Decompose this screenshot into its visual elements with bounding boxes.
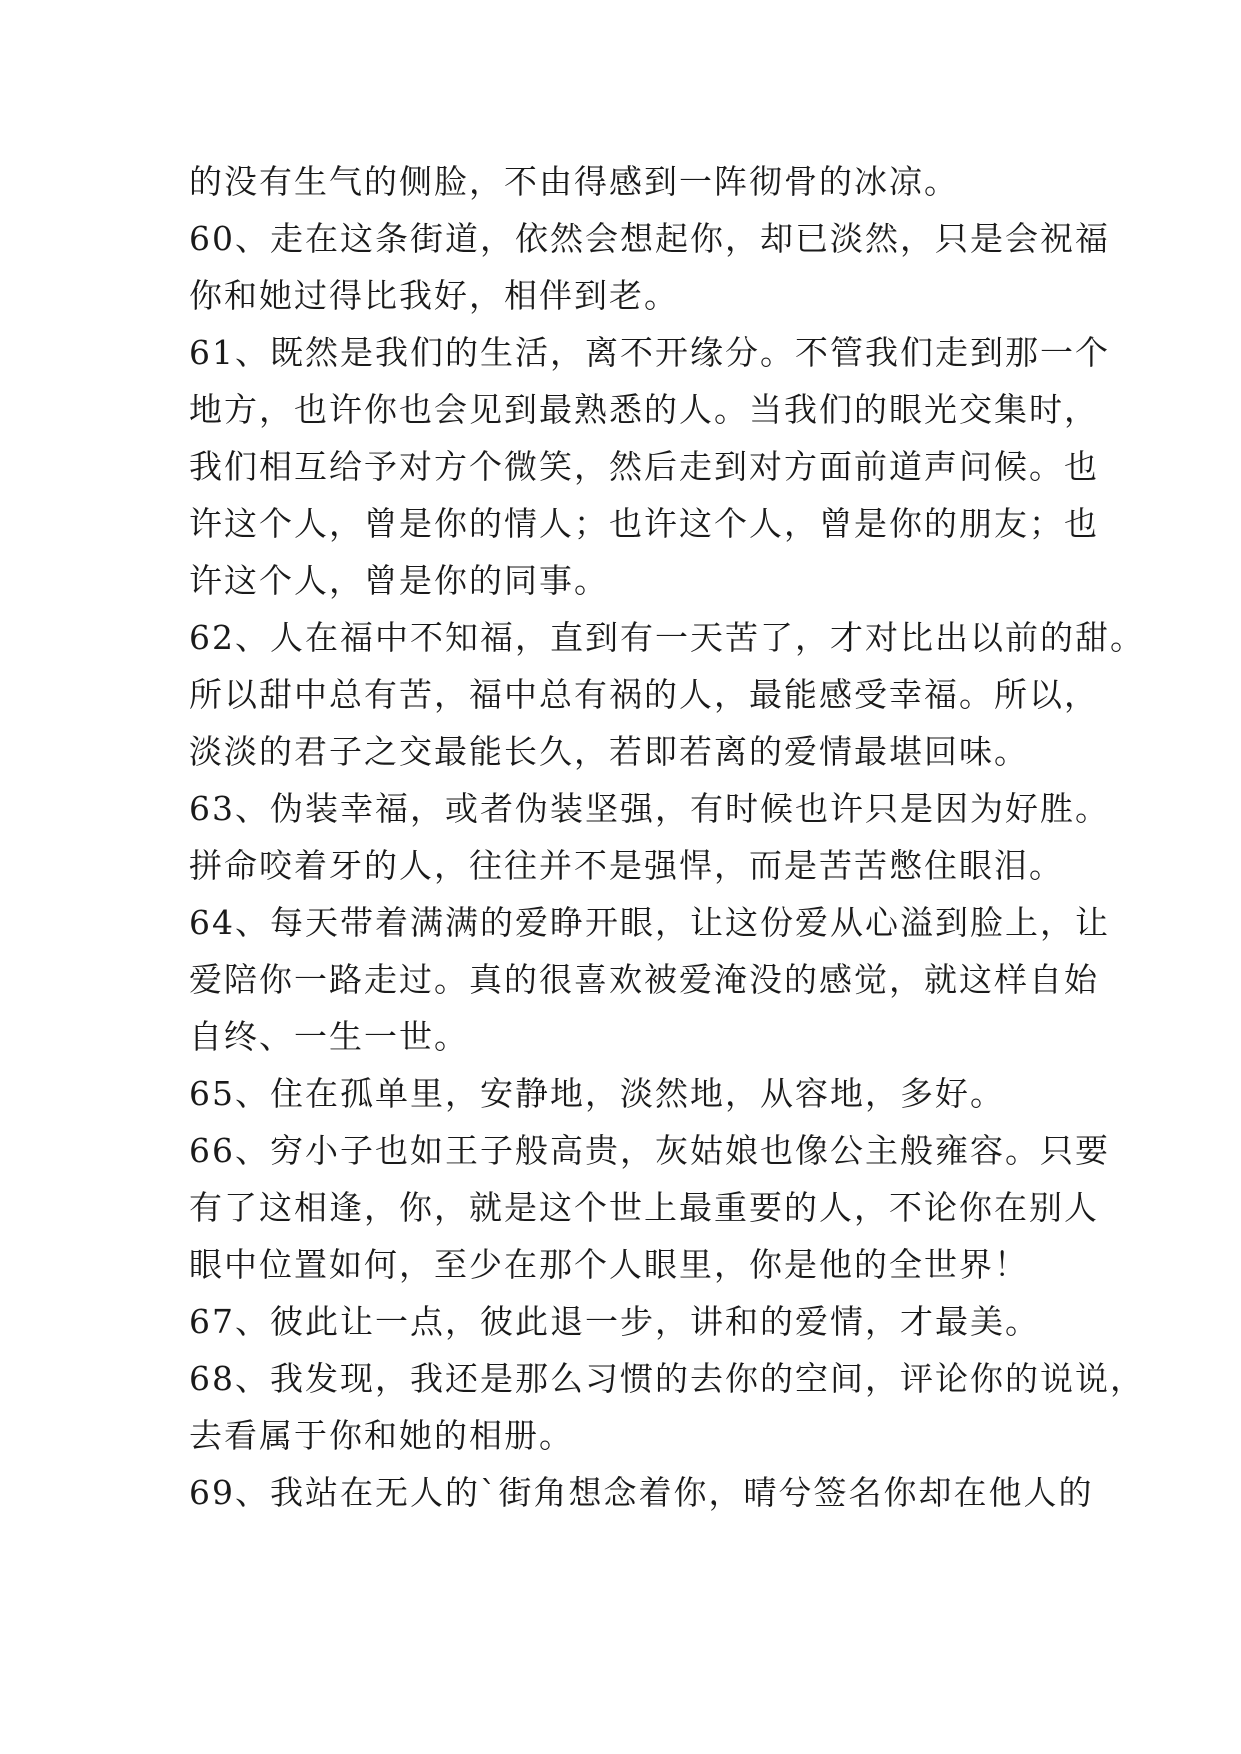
text-line: 64、每天带着满满的爱睁开眼，让这份爱从心溢到脸上，让 <box>189 903 1110 942</box>
text-line: 67、彼此让一点，彼此退一步，讲和的爱情，才最美。 <box>189 1302 1040 1341</box>
text-line: 62、人在福中不知福，直到有一天苦了，才对比出以前的甜。 <box>189 618 1145 657</box>
text-line: 许这个人，曾是你的同事。 <box>189 561 609 600</box>
text-line: 地方，也许你也会见到最熟悉的人。当我们的眼光交集时， <box>189 390 1099 429</box>
text-line: 我们相互给予对方个微笑，然后走到对方面前道声问候。也 <box>189 447 1099 486</box>
text-line: 淡淡的君子之交最能长久，若即若离的爱情最堪回味。 <box>189 732 1029 771</box>
text-line: 眼中位置如何，至少在那个人眼里，你是他的全世界！ <box>189 1245 1029 1284</box>
text-line: 去看属于你和她的相册。 <box>189 1416 574 1455</box>
text-line: 65、住在孤单里，安静地，淡然地，从容地，多好。 <box>189 1074 1005 1113</box>
text-line: 60、走在这条街道，依然会想起你，却已淡然，只是会祝福 <box>189 219 1110 258</box>
text-line: 你和她过得比我好，相伴到老。 <box>189 276 679 315</box>
text-line: 许这个人，曾是你的情人；也许这个人，曾是你的朋友；也 <box>189 504 1099 543</box>
text-line: 拼命咬着牙的人，往往并不是强悍，而是苦苦憋住眼泪。 <box>189 846 1064 885</box>
text-line: 66、穷小子也如王子般高贵，灰姑娘也像公主般雍容。只要 <box>189 1131 1110 1170</box>
text-line: 所以甜中总有苦，福中总有祸的人，最能感受幸福。所以， <box>189 675 1099 714</box>
text-line: 有了这相逢，你，就是这个世上最重要的人，不论你在别人 <box>189 1188 1099 1227</box>
text-line: 69、我站在无人的`街角想念着你，晴兮签名你却在他人的 <box>189 1473 1094 1512</box>
text-line: 68、我发现，我还是那么习惯的去你的空间，评论你的说说， <box>189 1359 1145 1398</box>
text-line: 63、伪装幸福，或者伪装坚强，有时候也许只是因为好胜。 <box>189 789 1110 828</box>
text-line: 61、既然是我们的生活，离不开缘分。不管我们走到那一个 <box>189 333 1110 372</box>
text-line: 自终、一生一世。 <box>189 1017 469 1056</box>
text-line: 的没有生气的侧脸，不由得感到一阵彻骨的冰凉。 <box>189 162 959 201</box>
text-line: 爱陪你一路走过。真的很喜欢被爱淹没的感觉，就这样自始 <box>189 960 1099 999</box>
